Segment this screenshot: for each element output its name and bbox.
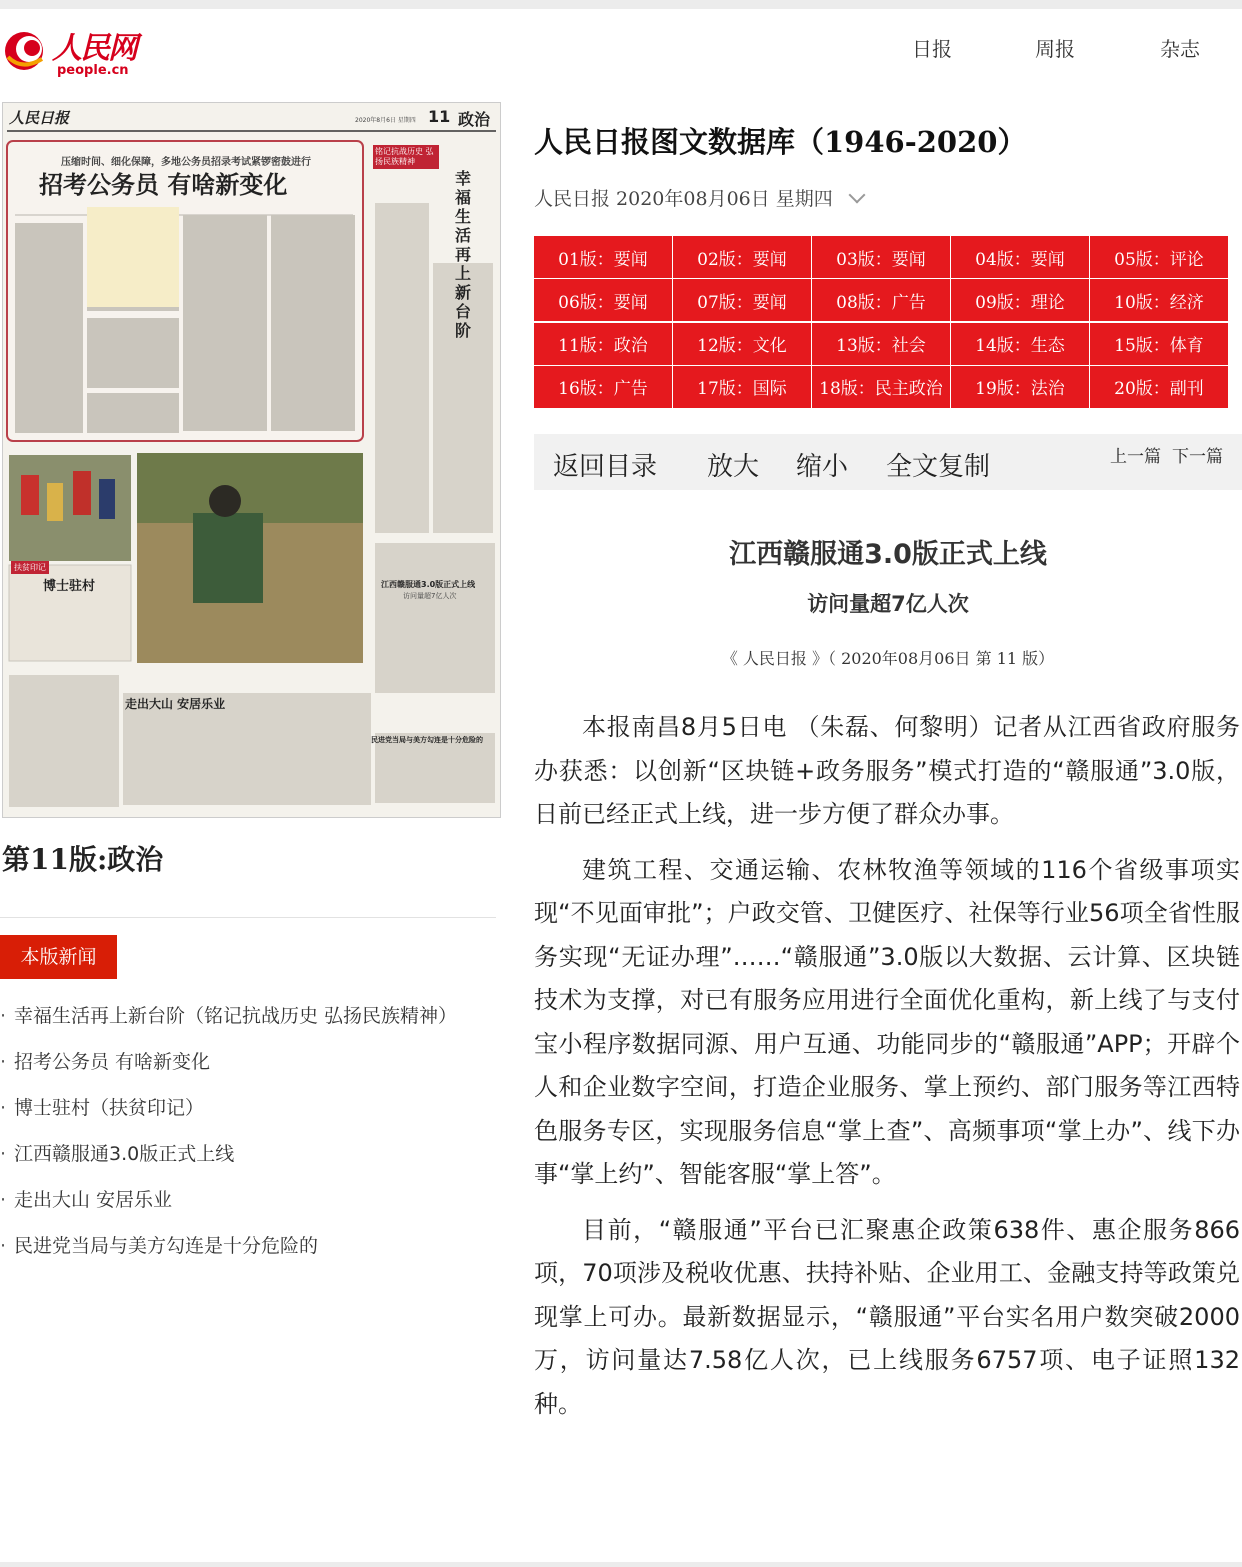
article-paragraph: 建筑工程、交通运输、农林牧渔等领域的116个省级事项实现“不见面审批”；户政交管、卫健医疗、社保等行业56项全省性服务实现“无证办理”……“赣服通”3.0版以大数据、云计算、区块链技术为支撑，对已有服务应用进行全面优化重构，新上线了与支付宝小程序数据同源、用户互通、功能同步的“赣服通”APP；开辟个人和企业数字空间，打造企业服务、掌上预约、部门服务等江西特色服务专区，实现服务信息“掌上查”、高频事项“掌上办”、线下办事“掌上约”、智能客服“掌上答”。 bbox=[534, 855, 1240, 1188]
date-selector[interactable] bbox=[534, 184, 863, 211]
page-link[interactable]: 11版：政治 bbox=[534, 323, 672, 365]
bullet-icon: · bbox=[0, 1005, 7, 1027]
back-to-index-button[interactable]: 返回目录 bbox=[553, 452, 658, 482]
logo-text: 人民网 bbox=[52, 31, 136, 66]
bullet-icon: · bbox=[0, 1051, 7, 1073]
page-link[interactable]: 16版：广告 bbox=[534, 366, 672, 408]
paper-masthead: 人民日报 bbox=[9, 109, 70, 127]
paper-story3-title: 江西赣服通3.0版正式上线 bbox=[381, 580, 476, 589]
paper-page-name: 政治 bbox=[458, 110, 491, 129]
newspaper-page-image[interactable] bbox=[2, 102, 501, 818]
list-item[interactable] bbox=[0, 996, 500, 1042]
list-item[interactable] bbox=[0, 1134, 500, 1180]
date-text: 人民日报 2020年08月06日 星期四 bbox=[534, 188, 833, 210]
page-link[interactable]: 10版：经济 bbox=[1090, 279, 1228, 321]
copy-all-button[interactable]: 全文复制 bbox=[886, 452, 991, 482]
page-news-tag: 本版新闻 bbox=[0, 935, 117, 979]
paper-section-label: 扶贫印记 bbox=[11, 561, 49, 574]
bullet-icon: · bbox=[0, 1235, 7, 1257]
page-link[interactable]: 15版：体育 bbox=[1090, 323, 1228, 365]
zoom-out-button[interactable]: 缩小 bbox=[796, 452, 849, 482]
page-link[interactable]: 06版：要闻 bbox=[534, 279, 672, 321]
news-link[interactable]: 博士驻村（扶贫印记） bbox=[14, 1097, 205, 1119]
paper-side-title: 幸福生活再上新台阶 bbox=[455, 169, 472, 340]
news-link[interactable]: 招考公务员 有啥新变化 bbox=[14, 1051, 211, 1073]
list-item[interactable] bbox=[0, 1088, 500, 1134]
news-link[interactable]: 走出大山 安居乐业 bbox=[14, 1189, 173, 1211]
paper-headline1: 招考公务员 有啥新变化 bbox=[39, 170, 288, 199]
page-link[interactable]: 17版：国际 bbox=[673, 366, 811, 408]
page-link[interactable]: 13版：社会 bbox=[812, 323, 950, 365]
site-header bbox=[0, 9, 1242, 89]
page-link[interactable]: 04版：要闻 bbox=[951, 236, 1089, 278]
paper-date: 2020年8月6日 星期四 bbox=[355, 117, 416, 124]
list-item[interactable] bbox=[0, 1042, 500, 1088]
nav-weekly[interactable]: 周报 bbox=[1035, 37, 1075, 61]
chevron-down-icon[interactable] bbox=[848, 187, 865, 204]
zoom-in-button[interactable]: 放大 bbox=[707, 452, 760, 482]
nav-magazine[interactable]: 杂志 bbox=[1160, 37, 1200, 61]
article-body bbox=[534, 706, 1240, 1438]
left-divider bbox=[0, 917, 496, 918]
prev-article-link[interactable]: 上一篇 bbox=[1110, 447, 1161, 467]
article-title: 江西赣服通3.0版正式上线 bbox=[729, 539, 1047, 570]
page-link[interactable]: 07版：要闻 bbox=[673, 279, 811, 321]
news-link[interactable]: 幸福生活再上新台阶（铭记抗战历史 弘扬民族精神） bbox=[14, 1005, 458, 1027]
nav-daily[interactable]: 日报 bbox=[912, 37, 952, 61]
page-link[interactable]: 01版：要闻 bbox=[534, 236, 672, 278]
logo-swirl-icon bbox=[2, 27, 50, 75]
bullet-icon: · bbox=[0, 1189, 7, 1211]
article-paragraph: 本报南昌8月5日电 （朱磊、何黎明）记者从江西省政府服务办获悉：以创新“区块链+政务服务”模式打造的“赣服通”3.0版，日前已经正式上线，进一步方便了群众办事。 bbox=[534, 713, 1240, 828]
paper-photo-story: 博士驻村 bbox=[43, 579, 96, 594]
paper-story4-title: 民进党当局与美方勾连是十分危险的 bbox=[371, 736, 483, 744]
paper-banner: 铭记抗战历史 弘扬民族精神 bbox=[373, 145, 439, 169]
news-link[interactable]: 江西赣服通3.0版正式上线 bbox=[14, 1143, 235, 1165]
list-item[interactable] bbox=[0, 1180, 500, 1226]
list-item[interactable] bbox=[0, 1226, 500, 1272]
next-article-link[interactable]: 下一篇 bbox=[1172, 447, 1223, 467]
page-link[interactable]: 12版：文化 bbox=[673, 323, 811, 365]
paper-page-no: 11 bbox=[428, 107, 451, 126]
newspaper-page-drawing bbox=[3, 103, 500, 817]
paper-story3-sub: 访问量超7亿人次 bbox=[403, 592, 457, 600]
database-title: 人民日报图文数据库（1946-2020） bbox=[534, 125, 1027, 159]
page-link[interactable]: 03版：要闻 bbox=[812, 236, 950, 278]
page-label: 第11版:政治 bbox=[2, 843, 164, 876]
page-link[interactable]: 02版：要闻 bbox=[673, 236, 811, 278]
page-index-grid bbox=[534, 236, 1228, 408]
page-link[interactable]: 18版：民主政治 bbox=[812, 366, 950, 408]
paper-headline1-kicker: 压缩时间、细化保障，多地公务员招录考试紧锣密鼓进行 bbox=[61, 157, 311, 168]
page-link[interactable]: 05版：评论 bbox=[1090, 236, 1228, 278]
page-link[interactable]: 20版：副刊 bbox=[1090, 366, 1228, 408]
news-link[interactable]: 民进党当局与美方勾连是十分危险的 bbox=[14, 1235, 319, 1257]
people-logo[interactable] bbox=[2, 23, 142, 81]
page-news-list bbox=[0, 996, 500, 1272]
top-strip bbox=[0, 0, 1242, 9]
paper-story2-title: 走出大山 安居乐业 bbox=[125, 697, 226, 711]
logo-sub: people.cn bbox=[57, 63, 129, 78]
article-paragraph: 目前，“赣服通”平台已汇聚惠企政策638件、惠企服务866项，70项涉及税收优惠、扶持补贴、企业用工、金融支持等政策兑现掌上可办。最新数据显示，“赣服通”平台实名用户数突破2000万，访问量达7.58亿人次，已上线服务6757项、电子证照132种。 bbox=[534, 1215, 1240, 1418]
article-meta: 《 人民日报 》（ 2020年08月06日 第 11 版） bbox=[721, 649, 1055, 668]
article-toolbar bbox=[534, 434, 1242, 490]
bullet-icon: · bbox=[0, 1097, 7, 1119]
bullet-icon: · bbox=[0, 1143, 7, 1165]
page-link[interactable]: 14版：生态 bbox=[951, 323, 1089, 365]
page-link[interactable]: 09版：理论 bbox=[951, 279, 1089, 321]
article-subtitle: 访问量超7亿人次 bbox=[807, 592, 969, 616]
bottom-strip bbox=[0, 1562, 1242, 1567]
page-link[interactable]: 19版：法治 bbox=[951, 366, 1089, 408]
page-link[interactable]: 08版：广告 bbox=[812, 279, 950, 321]
